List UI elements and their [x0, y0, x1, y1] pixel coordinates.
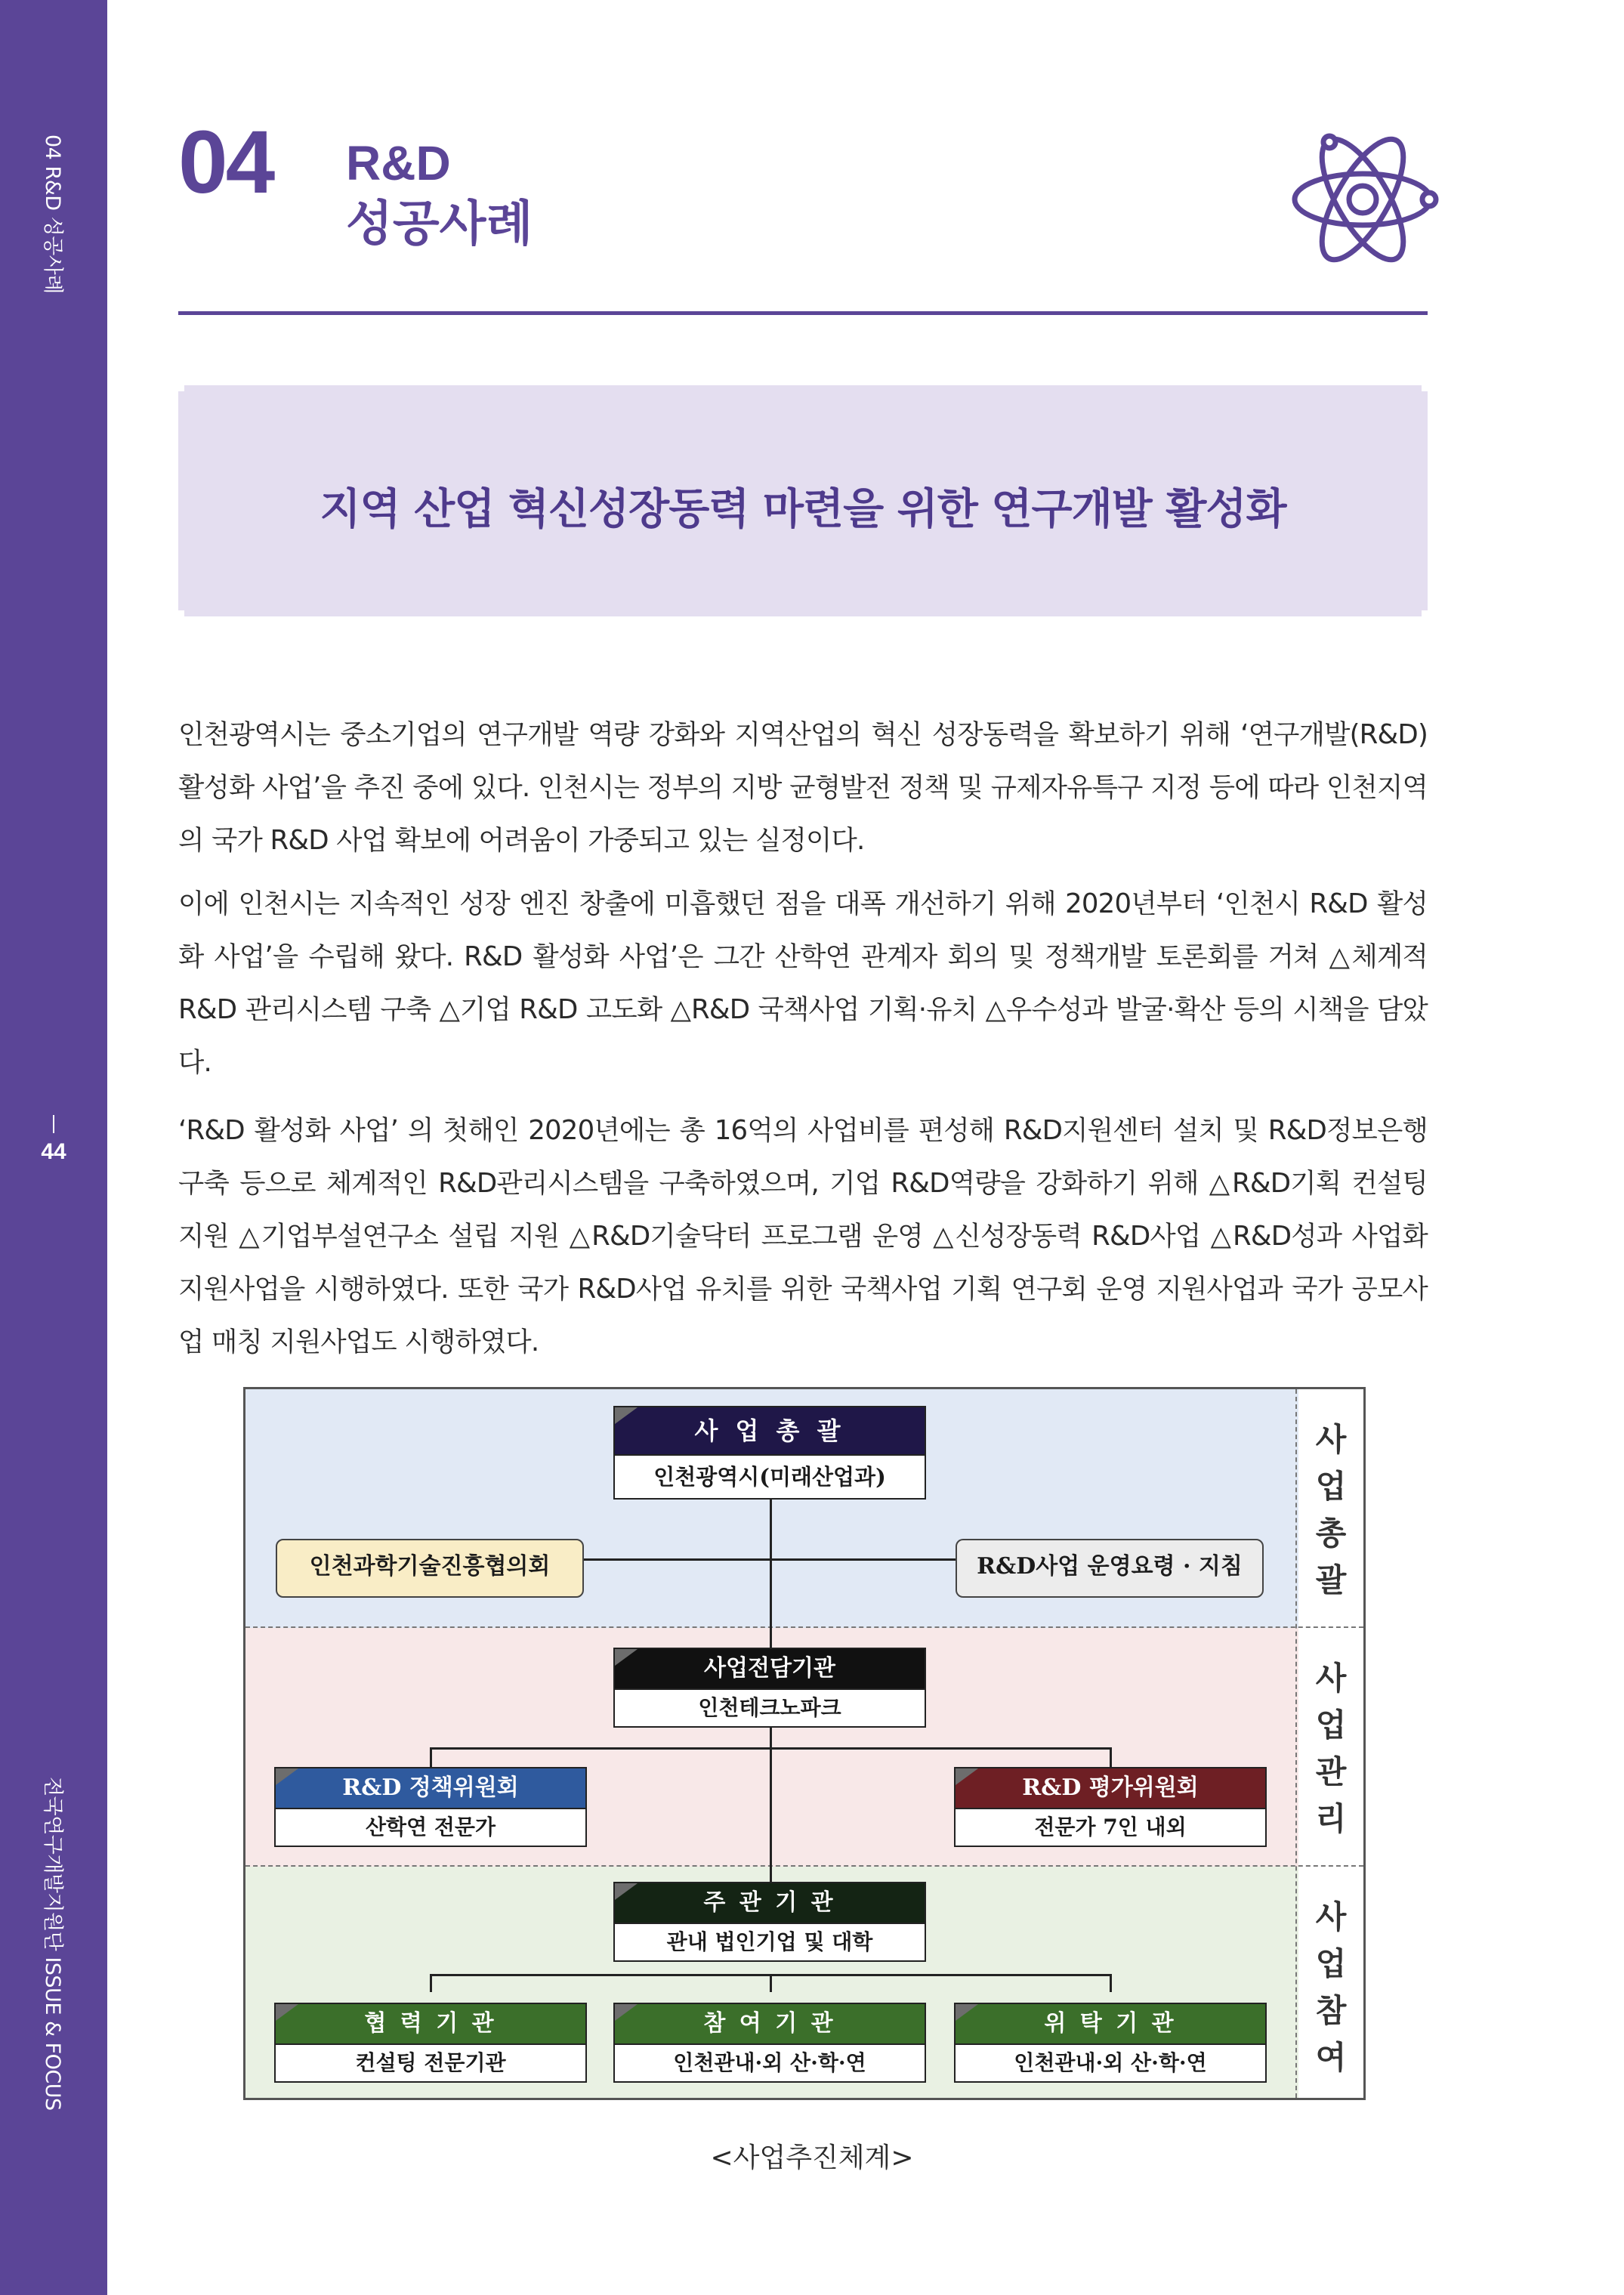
band-label-char: 사 [1315, 1660, 1347, 1697]
connector-line [430, 1974, 432, 1992]
box-commissioned-sub: 인천관내·외 산·학·연 [956, 2043, 1265, 2083]
section-title-line2: 성공사례 [346, 196, 533, 251]
box-overall-head: 사 업 총 괄 [615, 1407, 925, 1454]
box-cooperating-org [274, 2003, 587, 2083]
section-number: 04 [178, 113, 273, 212]
band-label-participation [1298, 1894, 1363, 2081]
band-label-char: 업 [1315, 1707, 1347, 1744]
pill-council: 인천과학기술진흥협의회 [276, 1539, 584, 1598]
box-participating-sub: 인천관내·외 산·학·연 [615, 2043, 925, 2083]
sidebar [0, 0, 107, 2295]
banner-corner [178, 385, 184, 391]
band-label-char: 리 [1315, 1800, 1347, 1837]
box-overall [613, 1406, 926, 1500]
band-label-char: 여 [1315, 2039, 1347, 2076]
pill-guideline: R&D사업 운영요령 · 지침 [956, 1539, 1264, 1598]
page-number-divider [53, 1115, 54, 1133]
box-agency [613, 1648, 926, 1728]
box-eval-committee [954, 1767, 1267, 1847]
connector-line [1110, 1747, 1112, 1768]
publication-label: 전국연구개발지원단 ISSUE & FOCUS [41, 1777, 64, 2111]
band-divider [245, 1626, 1363, 1628]
box-agency-sub: 인천테크노파크 [615, 1688, 925, 1728]
box-policy-committee [274, 1767, 587, 1847]
box-cooperating-head: 협 력 기 관 [276, 2004, 585, 2043]
band-label-char: 사 [1315, 1898, 1347, 1935]
band-label-char: 관 [1315, 1753, 1347, 1790]
box-agency-head: 사업전담기관 [615, 1649, 925, 1688]
box-main-org [613, 1882, 926, 1962]
banner-title: 지역 산업 혁신성장동력 마련을 위한 연구개발 활성화 [320, 485, 1286, 534]
connector-line [430, 1747, 432, 1768]
header-rule [178, 311, 1428, 315]
section-title-line1: R&D [346, 136, 451, 190]
box-main-head: 주 관 기 관 [615, 1883, 925, 1923]
topic-banner [178, 385, 1428, 616]
org-chart [243, 1387, 1366, 2100]
band-label-management [1298, 1655, 1363, 1842]
box-eval-sub: 전문가 7인 내외 [956, 1808, 1265, 1847]
band-label-char: 참 [1315, 1992, 1347, 2029]
banner-corner [1422, 385, 1428, 391]
band-label-char: 사 [1315, 1421, 1347, 1458]
box-participating-head: 참 여 기 관 [615, 2004, 925, 2043]
section-title [346, 133, 533, 254]
diagram-caption: <사업추진체계> [710, 2142, 914, 2173]
band-label-char: 총 [1315, 1515, 1347, 1552]
box-policy-sub: 산학연 전문가 [276, 1808, 585, 1847]
band-label-char: 괄 [1315, 1561, 1347, 1598]
band-label-char: 업 [1315, 1468, 1347, 1505]
box-participating-org [613, 2003, 926, 2083]
box-commissioned-org [954, 2003, 1267, 2083]
box-main-sub: 관내 법인기업 및 대학 [615, 1923, 925, 1962]
box-eval-head: R&D 평가위원회 [956, 1768, 1265, 1808]
box-policy-head: R&D 정책위원회 [276, 1768, 585, 1808]
label-divider [1295, 1389, 1297, 2098]
band-divider [245, 1865, 1363, 1867]
box-cooperating-sub: 컨설팅 전문기관 [276, 2043, 585, 2083]
body-paragraph: 인천광역시는 중소기업의 연구개발 역량 강화와 지역산업의 혁신 성장동력을 확보하기 위해 ‘연구개발(R&D) 활성화 사업’을 추진 중에 있다. 인천시는 정부의 지방 균형발전 정책 및 규제자유특구 지정 등에 따라 인천지역의 국가 R&D 사업 확보에 어려움이 가중되고 있는 실정이다. [178, 719, 1428, 856]
sidebar-section-label: 04 R&D 성공사례 [41, 134, 64, 294]
box-commissioned-head: 위 탁 기 관 [956, 2004, 1265, 2043]
page-number: 44 [41, 1139, 66, 1164]
body-paragraph: 이에 인천시는 지속적인 성장 엔진 창출에 미흡했던 점을 대폭 개선하기 위해 2020년부터 ‘인천시 R&D 활성화 사업’을 수립해 왔다. R&D 활성화 사업’은 그간 산학연 관계자 회의 및 정책개발 토론회를 거쳐 △체계적 R&D 관리시스템 구축 △기업 R&D 고도화 △R&D 국책사업 기획·유치 △우수성과 발굴·확산 등의 시책을 담았다. [178, 888, 1428, 1078]
box-overall-sub: 인천광역시(미래산업과) [615, 1454, 925, 1500]
body-paragraph: ‘R&D 활성화 사업’ 의 첫해인 2020년에는 총 16억의 사업비를 편성해 R&D지원센터 설치 및 R&D정보은행 구축 등으로 체계적인 R&D관리시스템을 구축하였으며, 기업 R&D역량을 강화하기 위해 △R&D기획 컨설팅 지원 △기업부설연구소 설립 지원 △R&D기술닥터 프로그램 운영 △신성장동력 R&D사업 △R&D성과 사업화 지원사업을 시행하였다. 또한 국가 R&D사업 유치를 위한 국책사업 기획 연구회 운영 지원사업과 국가 공모사업 매칭 지원사업도 시행하였다. [178, 1115, 1428, 1358]
connector-line [1110, 1974, 1112, 1992]
connector-line [770, 1974, 772, 1992]
connector-line [430, 1747, 1111, 1750]
band-label-overall [1298, 1416, 1363, 1604]
atom-icon [1284, 127, 1443, 269]
banner-corner [1422, 610, 1428, 616]
banner-corner [178, 610, 184, 616]
band-label-char: 업 [1315, 1945, 1347, 1982]
